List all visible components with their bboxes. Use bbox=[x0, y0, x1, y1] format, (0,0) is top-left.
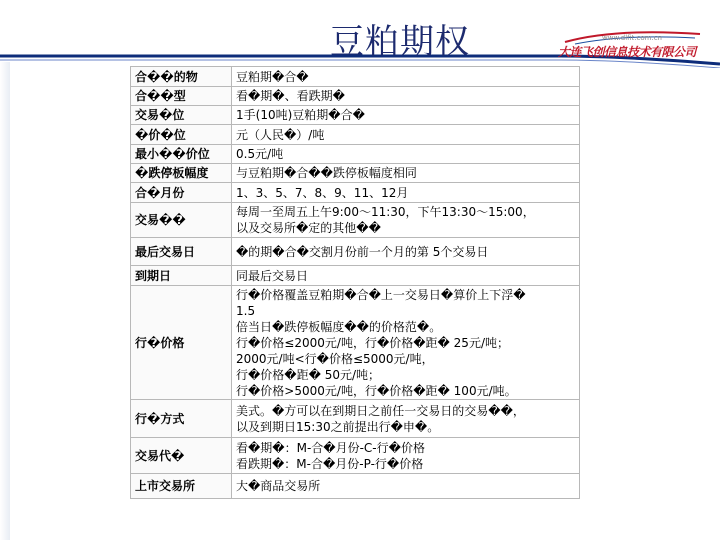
spec-key: 到期日 bbox=[131, 266, 232, 286]
spec-row bbox=[131, 183, 580, 203]
spec-value-line: 1、3、5、7、8、9、11、12月 bbox=[236, 185, 409, 200]
spec-row bbox=[131, 125, 580, 145]
spec-value bbox=[232, 183, 580, 203]
spec-value bbox=[232, 266, 580, 286]
spec-value bbox=[232, 238, 580, 266]
spec-value-line: 2000元/吨<行�价格≤5000元/吨， bbox=[236, 351, 434, 366]
spec-value bbox=[232, 106, 580, 125]
slide-left-gradient bbox=[0, 62, 10, 540]
spec-key: �价�位 bbox=[131, 125, 232, 145]
spec-value-line: 行�价格>5000元/吨，行�价格�距� 100元/吨。 bbox=[236, 383, 517, 398]
spec-row bbox=[131, 438, 580, 474]
spec-value bbox=[232, 164, 580, 183]
spec-value-line: 以及交易所�定的其他�� bbox=[236, 221, 381, 235]
spec-value-line: 以及到期日15:30之前提出行�申�。 bbox=[236, 419, 440, 434]
slide-title: 豆粕期权 bbox=[330, 22, 470, 62]
spec-key: �跌停板幅度 bbox=[131, 164, 232, 183]
spec-key: 交易代� bbox=[131, 438, 232, 474]
spec-value-line: 1手(10吨)豆粕期�合� bbox=[236, 108, 365, 122]
spec-key: 交易�� bbox=[131, 203, 232, 238]
spec-key: 合�月份 bbox=[131, 183, 232, 203]
company-url: www.dlfit.com.cn bbox=[602, 34, 662, 42]
spec-key: 合��型 bbox=[131, 87, 232, 106]
spec-value-line: 豆粕期�合� bbox=[236, 69, 309, 84]
spec-value bbox=[232, 145, 580, 164]
spec-key: 合��的物 bbox=[131, 67, 232, 87]
spec-value-line: 0.5元/吨 bbox=[236, 147, 284, 161]
spec-value bbox=[232, 438, 580, 474]
spec-value-line: 元（人民�）/吨 bbox=[236, 127, 325, 142]
spec-value bbox=[232, 67, 580, 87]
spec-value-line: 行�价格覆盖豆粕期�合�上一交易日�算价上下浮� bbox=[236, 287, 526, 302]
spec-row bbox=[131, 266, 580, 286]
spec-value bbox=[232, 474, 580, 499]
spec-key: 行�价格 bbox=[131, 286, 232, 400]
spec-value-line: 倍当日�跌停板幅度��的价格范�。 bbox=[236, 319, 442, 334]
spec-value-line: 看�期�、看跌期� bbox=[236, 89, 345, 103]
spec-row bbox=[131, 87, 580, 106]
spec-key: 交易�位 bbox=[131, 106, 232, 125]
spec-value-line: 行�价格�距� 50元/吨； bbox=[236, 367, 381, 382]
spec-row bbox=[131, 164, 580, 183]
spec-value bbox=[232, 87, 580, 106]
spec-key: 最小��价位 bbox=[131, 145, 232, 164]
spec-row bbox=[131, 238, 580, 266]
spec-row bbox=[131, 400, 580, 438]
spec-value-line: 与豆粕期�合��跌停板幅度相同 bbox=[236, 166, 417, 180]
spec-value-line: �的期�合�交割月份前一个月的第 5个交易日 bbox=[236, 244, 489, 259]
spec-value bbox=[232, 203, 580, 238]
spec-row bbox=[131, 203, 580, 238]
spec-value bbox=[232, 125, 580, 145]
spec-row bbox=[131, 286, 580, 400]
spec-value-line: 每周一至周五上午9:00～11:30，下午13:30～15:00， bbox=[236, 205, 535, 219]
company-name: 大连飞创信息技术有限公司 bbox=[558, 45, 697, 59]
spec-value-line: 大�商品交易所 bbox=[236, 479, 321, 493]
spec-key: 行�方式 bbox=[131, 400, 232, 438]
spec-value bbox=[232, 286, 580, 400]
spec-row bbox=[131, 106, 580, 125]
spec-value-line: 看跌期�：M-合�月份-P-行�价格 bbox=[236, 456, 424, 471]
spec-key: 上市交易所 bbox=[131, 474, 232, 499]
spec-value bbox=[232, 400, 580, 438]
spec-key: 最后交易日 bbox=[131, 238, 232, 266]
spec-value-line: 行�价格≤2000元/吨，行�价格�距� 25元/吨； bbox=[236, 335, 509, 350]
spec-value-line: 同最后交易日 bbox=[236, 268, 309, 283]
spec-table bbox=[130, 66, 580, 499]
spec-row bbox=[131, 67, 580, 87]
spec-row bbox=[131, 145, 580, 164]
spec-value-line: 美式。�方可以在到期日之前任一交易日的交易��， bbox=[236, 403, 525, 418]
spec-row bbox=[131, 474, 580, 499]
spec-value-line: 1.5 bbox=[236, 303, 256, 318]
spec-value-line: 看�期�：M-合�月份-C-行�价格 bbox=[236, 440, 425, 455]
